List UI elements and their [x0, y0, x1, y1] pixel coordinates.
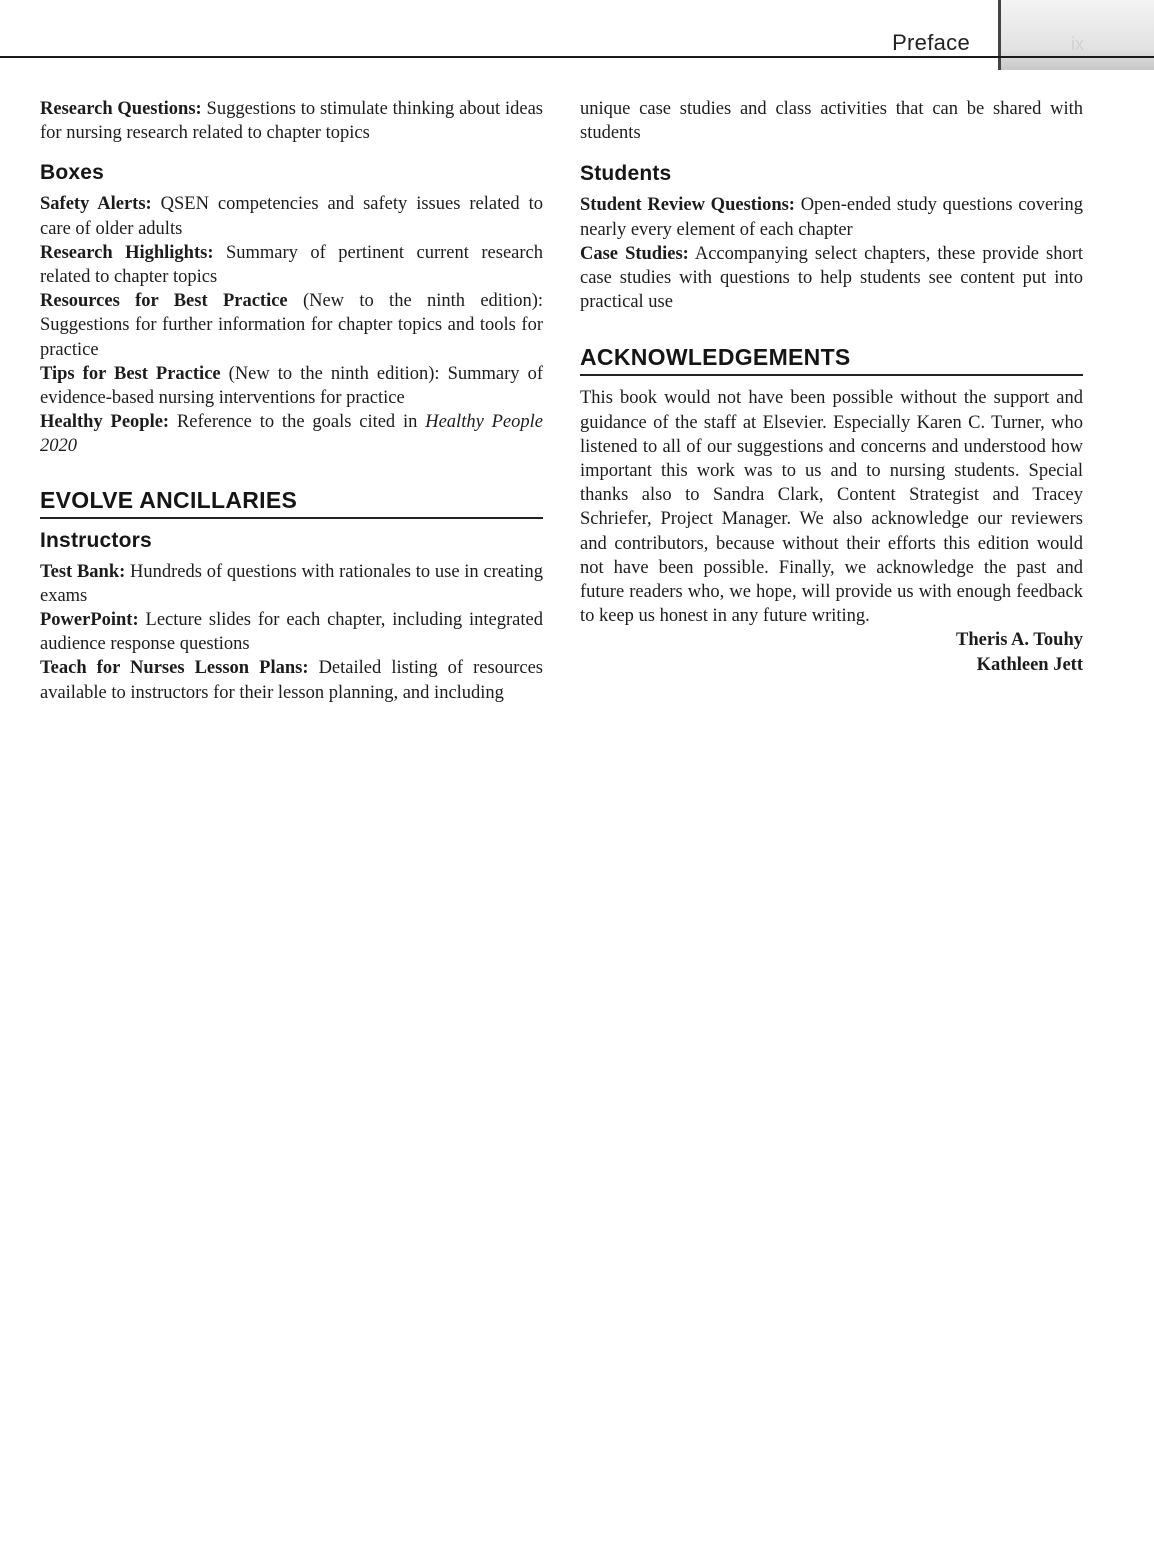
entry-term: Healthy People:: [40, 412, 170, 433]
entry-continuation: unique case studies and class activities that can be shared with students: [580, 99, 1083, 144]
entry-case-studies: [580, 242, 1083, 315]
evolve-ancillaries-heading: EVOLVE ANCILLARIES: [40, 487, 543, 519]
entry-term: Resources for Best Practice: [40, 291, 288, 312]
entry-term: Student Review Questions:: [580, 195, 795, 216]
entry-tips-best-practice: [40, 362, 543, 410]
entry-text: Lecture slides for each chapter, including integrated audience response questions: [40, 610, 543, 655]
acknowledgements-paragraph: This book would not have been possible without the support and guidance of the staff at Elsevier. Especially Karen C. Turner, who listened to all of our suggestions and concerns and understood how important this work was to us and to nursing students. Special thanks also to Sandra Clark, Content Strategist and Tracey Schriefer, Project Manager. We also acknowledge our reviewers and contributors, because without their efforts this edition would not have been possible. Finally, we acknowledge the past and future readers who, we hope, will provide us with enough feedback to keep us honest in any future writing.: [580, 388, 1083, 627]
entry-test-bank: [40, 560, 543, 608]
entry-lesson-plans: [40, 656, 543, 704]
entry-italic-title: Healthy People 2020: [40, 412, 543, 457]
entry-text: QSEN competencies and safety issues related to care of older adults: [40, 194, 543, 239]
signature-author-1: Theris A. Touhy: [956, 630, 1083, 651]
left-column: [40, 97, 543, 705]
entry-term: Case Studies:: [580, 243, 689, 264]
entry-term: PowerPoint:: [40, 610, 139, 631]
entry-safety-alerts: [40, 192, 543, 240]
entry-term: Tips for Best Practice: [40, 363, 221, 384]
entry-text: Accompanying select chapters, these provide short case studies with questions to help students see content put into practical use: [580, 243, 1083, 313]
entry-term: Research Highlights:: [40, 242, 214, 263]
page-number: ix: [1071, 34, 1084, 54]
entry-research-highlights: [40, 241, 543, 289]
acknowledgements-heading: ACKNOWLEDGEMENTS: [580, 344, 1083, 376]
right-column: [580, 97, 1083, 677]
entry-research-questions: [40, 97, 543, 145]
header-rule: [0, 56, 1154, 58]
entry-text: Open-ended study questions covering nearly every element of each chapter: [580, 195, 1083, 240]
instructors-heading: Instructors: [40, 528, 152, 552]
entry-term: Safety Alerts:: [40, 194, 152, 215]
entry-text: (New to the ninth edition): Summary of evidence-based nursing interventions for practice: [40, 363, 543, 409]
boxes-heading: Boxes: [40, 161, 105, 185]
entry-text: Reference to the goals cited in: [169, 412, 426, 433]
entry-text: Hundreds of questions with rationales to use in creating exams: [40, 561, 543, 606]
entry-powerpoint: [40, 608, 543, 656]
entry-text: Detailed listing of resources available to instructors for their lesson planning, and including: [40, 658, 543, 703]
entry-term: Test Bank:: [40, 561, 126, 582]
entry-text: Suggestions to stimulate thinking about ideas for nursing research related to chapter topics: [40, 99, 543, 144]
entry-healthy-people: [40, 410, 543, 458]
entry-resources-best-practice: [40, 289, 543, 362]
running-head: Preface: [892, 30, 970, 55]
signature-author-2: Kathleen Jett: [976, 654, 1083, 675]
entry-student-review-questions: [580, 193, 1083, 241]
entry-text: Summary of pertinent current research related to chapter topics: [40, 242, 543, 288]
entry-text: (New to the ninth edition): Suggestions for further information for chapter topics and tools for practice: [40, 291, 543, 360]
students-heading: Students: [580, 162, 672, 186]
entry-term: Research Questions:: [40, 99, 202, 119]
entry-term: Teach for Nurses Lesson Plans:: [40, 658, 309, 679]
